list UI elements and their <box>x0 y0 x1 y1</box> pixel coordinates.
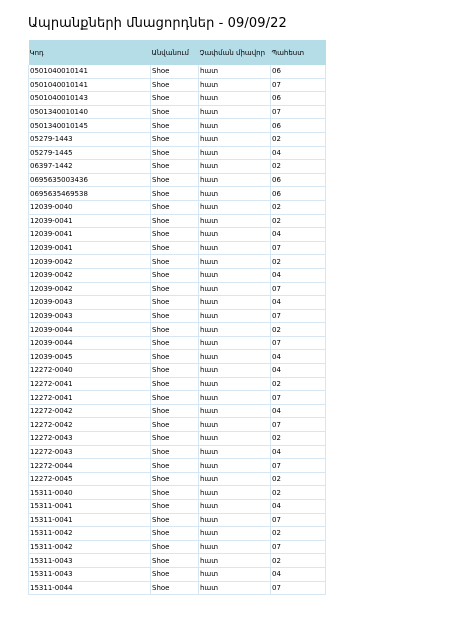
cell-unit: հատ <box>199 160 271 174</box>
cell-name: Shoe <box>151 309 199 323</box>
cell-code: 12039-0042 <box>29 255 151 269</box>
cell-code: 12272-0041 <box>29 391 151 405</box>
cell-unit: հատ <box>199 567 271 581</box>
cell-name: Shoe <box>151 119 199 133</box>
table-row <box>29 459 326 473</box>
cell-name: Shoe <box>151 486 199 500</box>
cell-code: 12272-0044 <box>29 459 151 473</box>
column-header-unit: Չափման միավոր <box>199 40 271 65</box>
page-title: Ապրանքների մնացորդներ - 09/09/22 <box>28 16 287 31</box>
cell-warehouse: 02 <box>271 486 326 500</box>
table-row <box>29 268 326 282</box>
cell-code: 0695635469538 <box>29 187 151 201</box>
table-row <box>29 228 326 242</box>
cell-code: 12039-0044 <box>29 323 151 337</box>
cell-unit: հատ <box>199 173 271 187</box>
table-row <box>29 241 326 255</box>
cell-warehouse: 02 <box>271 323 326 337</box>
cell-warehouse: 07 <box>271 540 326 554</box>
cell-warehouse: 07 <box>271 105 326 119</box>
table-row <box>29 282 326 296</box>
cell-unit: հատ <box>199 78 271 92</box>
table-row <box>29 309 326 323</box>
cell-name: Shoe <box>151 472 199 486</box>
cell-warehouse: 02 <box>271 432 326 446</box>
table-row <box>29 78 326 92</box>
table-row <box>29 200 326 214</box>
cell-name: Shoe <box>151 459 199 473</box>
cell-warehouse: 04 <box>271 350 326 364</box>
cell-code: 15311-0044 <box>29 581 151 595</box>
table-row <box>29 418 326 432</box>
table-row <box>29 364 326 378</box>
cell-unit: հատ <box>199 500 271 514</box>
cell-name: Shoe <box>151 323 199 337</box>
cell-unit: հատ <box>199 459 271 473</box>
cell-unit: հատ <box>199 554 271 568</box>
cell-name: Shoe <box>151 391 199 405</box>
cell-code: 12039-0043 <box>29 296 151 310</box>
cell-unit: հատ <box>199 146 271 160</box>
cell-name: Shoe <box>151 173 199 187</box>
table-row <box>29 472 326 486</box>
cell-name: Shoe <box>151 187 199 201</box>
cell-code: 0501340010140 <box>29 105 151 119</box>
cell-code: 06397-1442 <box>29 160 151 174</box>
table-row <box>29 323 326 337</box>
cell-name: Shoe <box>151 500 199 514</box>
cell-warehouse: 04 <box>271 146 326 160</box>
cell-name: Shoe <box>151 554 199 568</box>
cell-code: 12039-0042 <box>29 282 151 296</box>
cell-name: Shoe <box>151 377 199 391</box>
cell-name: Shoe <box>151 513 199 527</box>
table-row <box>29 105 326 119</box>
cell-code: 05279-1445 <box>29 146 151 160</box>
table-row <box>29 513 326 527</box>
cell-code: 0501040010141 <box>29 78 151 92</box>
cell-code: 12272-0042 <box>29 404 151 418</box>
cell-name: Shoe <box>151 268 199 282</box>
cell-unit: հատ <box>199 445 271 459</box>
table-row <box>29 173 326 187</box>
table-row <box>29 160 326 174</box>
cell-unit: հատ <box>199 92 271 106</box>
cell-code: 15311-0042 <box>29 527 151 541</box>
cell-unit: հատ <box>199 527 271 541</box>
cell-warehouse: 07 <box>271 459 326 473</box>
table-row <box>29 554 326 568</box>
cell-code: 15311-0043 <box>29 554 151 568</box>
cell-name: Shoe <box>151 296 199 310</box>
cell-warehouse: 07 <box>271 78 326 92</box>
cell-code: 12039-0041 <box>29 214 151 228</box>
table-row <box>29 350 326 364</box>
cell-name: Shoe <box>151 432 199 446</box>
table-row <box>29 404 326 418</box>
table-row <box>29 119 326 133</box>
cell-unit: հատ <box>199 268 271 282</box>
cell-code: 05279-1443 <box>29 132 151 146</box>
cell-code: 15311-0041 <box>29 500 151 514</box>
cell-name: Shoe <box>151 65 199 78</box>
cell-warehouse: 07 <box>271 418 326 432</box>
table-row <box>29 445 326 459</box>
cell-code: 12272-0045 <box>29 472 151 486</box>
cell-code: 0501040010141 <box>29 65 151 78</box>
cell-name: Shoe <box>151 527 199 541</box>
cell-warehouse: 06 <box>271 187 326 201</box>
cell-name: Shoe <box>151 282 199 296</box>
cell-name: Shoe <box>151 445 199 459</box>
cell-name: Shoe <box>151 214 199 228</box>
cell-warehouse: 02 <box>271 554 326 568</box>
cell-unit: հատ <box>199 350 271 364</box>
cell-unit: հատ <box>199 105 271 119</box>
cell-code: 12039-0045 <box>29 350 151 364</box>
table-body <box>29 65 326 595</box>
cell-warehouse: 07 <box>271 336 326 350</box>
cell-warehouse: 07 <box>271 282 326 296</box>
cell-name: Shoe <box>151 105 199 119</box>
cell-unit: հատ <box>199 200 271 214</box>
cell-name: Shoe <box>151 241 199 255</box>
table-row <box>29 432 326 446</box>
cell-warehouse: 04 <box>271 228 326 242</box>
cell-unit: հատ <box>199 432 271 446</box>
table-row <box>29 567 326 581</box>
table-row <box>29 540 326 554</box>
table-row <box>29 296 326 310</box>
cell-warehouse: 04 <box>271 567 326 581</box>
cell-code: 0501040010143 <box>29 92 151 106</box>
cell-warehouse: 06 <box>271 65 326 78</box>
table-row <box>29 92 326 106</box>
cell-code: 12272-0043 <box>29 432 151 446</box>
cell-warehouse: 06 <box>271 92 326 106</box>
cell-code: 12039-0040 <box>29 200 151 214</box>
column-header-warehouse: Պահեստ <box>271 40 326 65</box>
cell-unit: հատ <box>199 364 271 378</box>
cell-name: Shoe <box>151 92 199 106</box>
table-row <box>29 527 326 541</box>
cell-code: 12039-0042 <box>29 268 151 282</box>
table-row <box>29 581 326 595</box>
table-row <box>29 65 326 78</box>
cell-warehouse: 07 <box>271 241 326 255</box>
table-row <box>29 187 326 201</box>
cell-unit: հատ <box>199 336 271 350</box>
cell-warehouse: 02 <box>271 527 326 541</box>
cell-warehouse: 02 <box>271 132 326 146</box>
cell-unit: հատ <box>199 282 271 296</box>
cell-unit: հատ <box>199 404 271 418</box>
cell-unit: հատ <box>199 513 271 527</box>
cell-name: Shoe <box>151 336 199 350</box>
table-header <box>29 40 326 65</box>
cell-name: Shoe <box>151 364 199 378</box>
cell-code: 12039-0044 <box>29 336 151 350</box>
cell-unit: հատ <box>199 65 271 78</box>
table-row <box>29 377 326 391</box>
cell-name: Shoe <box>151 78 199 92</box>
table-row <box>29 500 326 514</box>
cell-unit: հատ <box>199 486 271 500</box>
cell-name: Shoe <box>151 350 199 364</box>
cell-unit: հատ <box>199 187 271 201</box>
cell-unit: հատ <box>199 228 271 242</box>
cell-warehouse: 02 <box>271 214 326 228</box>
table-row <box>29 255 326 269</box>
cell-unit: հատ <box>199 472 271 486</box>
column-header-code: Կոդ <box>29 40 151 65</box>
cell-code: 0501340010145 <box>29 119 151 133</box>
cell-code: 12272-0040 <box>29 364 151 378</box>
cell-code: 12039-0043 <box>29 309 151 323</box>
cell-unit: հատ <box>199 214 271 228</box>
column-header-name: Անվանում <box>151 40 199 65</box>
cell-warehouse: 02 <box>271 472 326 486</box>
cell-unit: հատ <box>199 377 271 391</box>
table-row <box>29 214 326 228</box>
cell-name: Shoe <box>151 228 199 242</box>
cell-code: 0695635003436 <box>29 173 151 187</box>
cell-warehouse: 02 <box>271 377 326 391</box>
cell-unit: հատ <box>199 241 271 255</box>
cell-warehouse: 02 <box>271 255 326 269</box>
cell-warehouse: 07 <box>271 513 326 527</box>
cell-code: 12272-0041 <box>29 377 151 391</box>
cell-unit: հատ <box>199 540 271 554</box>
cell-name: Shoe <box>151 567 199 581</box>
cell-code: 12272-0042 <box>29 418 151 432</box>
cell-code: 12039-0041 <box>29 241 151 255</box>
cell-unit: հատ <box>199 309 271 323</box>
cell-name: Shoe <box>151 132 199 146</box>
cell-name: Shoe <box>151 404 199 418</box>
cell-warehouse: 06 <box>271 119 326 133</box>
cell-warehouse: 02 <box>271 200 326 214</box>
cell-warehouse: 07 <box>271 581 326 595</box>
cell-name: Shoe <box>151 418 199 432</box>
cell-unit: հատ <box>199 255 271 269</box>
cell-warehouse: 04 <box>271 500 326 514</box>
cell-warehouse: 06 <box>271 173 326 187</box>
table-row <box>29 336 326 350</box>
table-row <box>29 132 326 146</box>
cell-name: Shoe <box>151 540 199 554</box>
cell-code: 15311-0040 <box>29 486 151 500</box>
cell-unit: հատ <box>199 132 271 146</box>
table-row <box>29 146 326 160</box>
cell-unit: հատ <box>199 119 271 133</box>
cell-code: 15311-0043 <box>29 567 151 581</box>
inventory-table <box>28 40 326 595</box>
cell-unit: հատ <box>199 581 271 595</box>
cell-code: 15311-0042 <box>29 540 151 554</box>
table-row <box>29 486 326 500</box>
cell-warehouse: 04 <box>271 404 326 418</box>
cell-name: Shoe <box>151 200 199 214</box>
cell-unit: հատ <box>199 296 271 310</box>
cell-warehouse: 07 <box>271 391 326 405</box>
cell-code: 15311-0041 <box>29 513 151 527</box>
cell-unit: հատ <box>199 391 271 405</box>
cell-name: Shoe <box>151 581 199 595</box>
cell-code: 12272-0043 <box>29 445 151 459</box>
cell-name: Shoe <box>151 255 199 269</box>
cell-unit: հատ <box>199 323 271 337</box>
header-row <box>29 40 326 65</box>
cell-warehouse: 07 <box>271 309 326 323</box>
cell-unit: հատ <box>199 418 271 432</box>
cell-name: Shoe <box>151 146 199 160</box>
table-row <box>29 391 326 405</box>
cell-name: Shoe <box>151 160 199 174</box>
cell-code: 12039-0041 <box>29 228 151 242</box>
cell-warehouse: 04 <box>271 268 326 282</box>
cell-warehouse: 04 <box>271 296 326 310</box>
cell-warehouse: 04 <box>271 445 326 459</box>
cell-warehouse: 04 <box>271 364 326 378</box>
cell-warehouse: 02 <box>271 160 326 174</box>
